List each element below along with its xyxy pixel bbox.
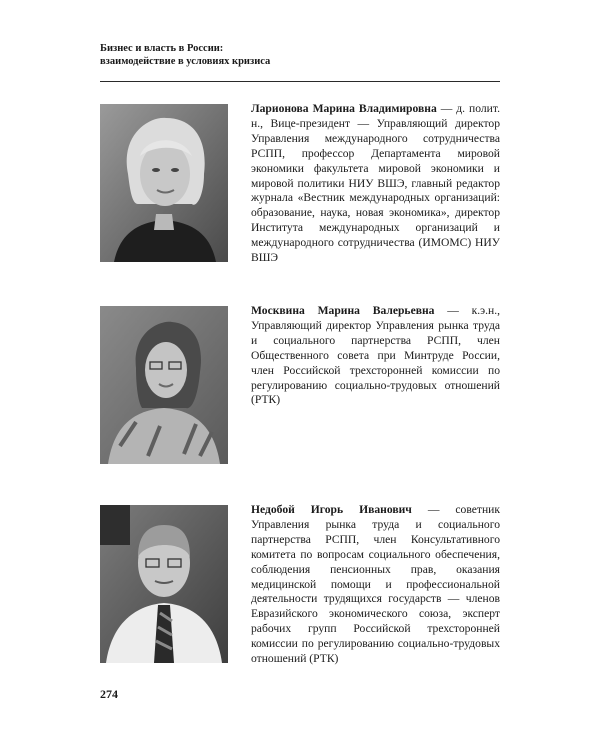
header-line-2: взаимодействие в условиях кризиса (100, 56, 271, 67)
person-details: — советник Управления рынка труда и социального партнерства РСПП, член Консультативного комитета по вопросам социального обеспечения, соблюдения пенсионных прав, оказания медицинской помощи и профессиональной деятельности трудящихся государств — членов Евразийского экономического союза, эксперт рабочих групп Российской трехсторонней комиссии по регулированию социально-трудовых отношений (РТК) (251, 503, 500, 666)
header-line-1: Бизнес и власть в России: (100, 43, 224, 54)
portrait-photo (100, 306, 228, 464)
person-name: Ларионова Марина Владимировна (251, 102, 437, 115)
person-name: Москвина Марина Валерьевна (251, 304, 435, 317)
portrait-photo (100, 505, 228, 663)
bio-description (251, 304, 500, 408)
bio-description (251, 503, 500, 667)
portrait-photo (100, 104, 228, 262)
bio-description (251, 102, 500, 266)
page-number: 274 (100, 687, 118, 701)
running-header (100, 42, 400, 68)
person-name: Недобой Игорь Иванович (251, 503, 412, 516)
person-details: — д. полит. н., Вице-президент — Управляющий директор Управления международного сотрудничества РСПП, профессор Департамента мировой экономики факультета мировой экономики и мировой политики НИУ ВШЭ, главный редактор журнала «Вестник международных организаций: образование, наука, новая экономика», директор Института международных организаций и международного сотрудничества (ИМОМС) НИУ ВШЭ (251, 102, 500, 265)
person-details: — к.э.н., Управляющий директор Управления рынка труда и социального партнерства РСПП, член Общественного совета при Минтруде России, член Российской трехсторонней комиссии по регулированию социально-трудовых отношений (РТК) (251, 304, 500, 407)
header-divider (100, 81, 500, 82)
